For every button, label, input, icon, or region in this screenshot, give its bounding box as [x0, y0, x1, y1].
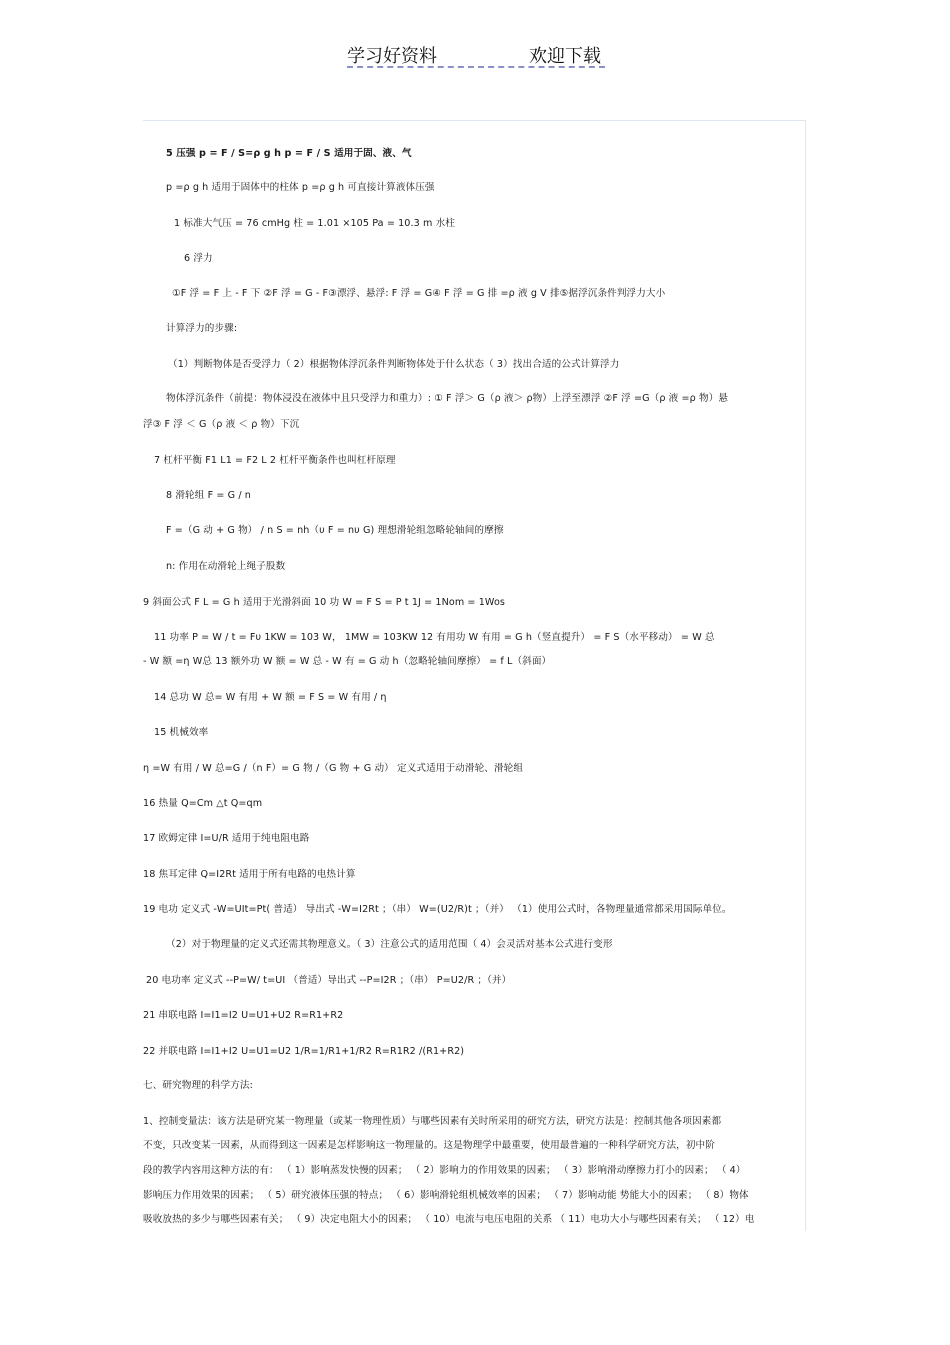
atmospheric-pressure: 1 标准大气压 = 76 cmHg 柱 = 1.01 ×105 Pa = 10.3 m 水柱: [174, 218, 455, 229]
heading-efficiency: 15 机械效率: [154, 727, 209, 738]
heading-buoyancy: 6 浮力: [184, 253, 213, 264]
floating-conditions: 物体浮沉条件（前提：物体浸没在液体中且只受浮力和重力）: ① F 浮＞ G（ρ 液＞ ρ物）上浮至漂浮 ②F 浮 =G（ρ 液 =ρ 物）悬: [166, 393, 729, 404]
content-frame: [143, 120, 806, 1231]
formula-joule: 18 焦耳定律 Q=I2Rt 适用于所有电路的电热计算: [143, 869, 356, 880]
formula-incline-work: 9 斜面公式 F L = G h 适用于光滑斜面 10 功 W = F S = P t 1J = 1Nom = 1Wos: [143, 597, 506, 608]
control-variable-para-3: 段的教学内容用这种方法的有： （ 1）影响蒸发快慢的因素； （ 2）影响力的作用效果的因素； （ 3）影响滑动摩擦力打小的因素； （ 4）: [143, 1165, 746, 1176]
formula-parallel-circuit: 22 并联电路 I=I1+I2 U=U1=U2 1/R=1/R1+1/R2 R=R1R2 /(R1+R2): [143, 1046, 465, 1057]
header-right-title: 欢迎下载: [529, 46, 601, 67]
formula-buoyancy: ①F 浮 = F 上 - F 下 ②F 浮 = G - F③漂浮、悬浮: F 浮 = G④ F 浮 = G 排 =ρ 液 g V 排⑤据浮沉条件判浮力大小: [172, 288, 666, 299]
formula-total-work: 14 总功 W 总= W 有用 + W 额 = F S = W 有用 / η: [154, 692, 387, 703]
control-variable-para-2: 不变，只改变某一因素，从而得到这一因素是怎样影响这一物理量的。这是物理学中最重要，使用最普遍的一种科学研究方法，初中阶: [143, 1140, 715, 1151]
pulley-note: n: 作用在动滑轮上绳子股数: [166, 561, 286, 572]
formula-pulley-detail: F =（G 动 + G 物） / n S = nh（υ F = nυ G) 理想滑轮组忽略轮轴间的摩擦: [166, 525, 504, 536]
formula-efficiency: η =W 有用 / W 总=G /（n F）= G 物 /（G 物 + G 动） 定义式适用于动滑轮、滑轮组: [143, 763, 524, 774]
formula-electric-work: 19 电功 定义式 -W=UIt=Pt( 普适） 导出式 -W=I2Rt ；（串） W=(U2/R)t ；（并） （1）使用公式时，各物理量通常都采用国际单位。: [143, 904, 732, 915]
floating-conditions-cont: 浮③ F 浮 ＜ G（ρ 液 ＜ ρ 物）下沉: [143, 419, 300, 430]
formula-power-useful-work: 11 功率 P = W / t = Fυ 1KW = 103 W， 1MW = 103KW 12 有用功 W 有用 = G h（竖直提升） = F S（水平移动） = W 总: [154, 632, 715, 643]
electric-work-notes: （2）对于物理量的定义式还需其物理意义。（ 3）注意公式的适用范围（ 4）会灵活对基本公式进行变形: [166, 939, 613, 950]
formula-electric-power: 20 电功率 定义式 --P=W/ t=UI （普适）导出式 --P=I2R ；（串） P=U2/R ；（并）: [146, 975, 512, 986]
buoyancy-steps-title: 计算浮力的步骤:: [166, 323, 238, 334]
control-variable-para-5: 吸收放热的多少与哪些因素有关； （ 9）决定电阻大小的因素； （ 10）电流与电压电阻的关系 （ 11）电功大小与哪些因素有关； （ 12）电: [143, 1214, 755, 1225]
heading-scientific-methods: 七、研究物理的科学方法:: [143, 1080, 253, 1091]
formula-liquid-pressure: p =ρ g h 适用于固体中的柱体 p =ρ g h 可直接计算液体压强: [166, 182, 435, 193]
control-variable-para-4: 影响压力作用效果的因素； （ 5）研究液体压强的特点； （ 6）影响滑轮组机械效率的因素； （ 7）影响动能 势能大小的因素； （ 8）物体: [143, 1190, 749, 1201]
formula-heat: 16 热量 Q=Cm △t Q=qm: [143, 798, 263, 809]
formula-ohm: 17 欧姆定律 I=U/R 适用于纯电阻电路: [143, 833, 310, 844]
formula-series-circuit: 21 串联电路 I=I1=I2 U=U1+U2 R=R1+R2: [143, 1010, 344, 1021]
control-variable-para-1: 1、控制变量法：该方法是研究某一物理量（或某一物理性质）与哪些因素有关时所采用的研究方法，研究方法是：控制其他各项因素都: [143, 1116, 722, 1127]
formula-extra-work: - W 额 =η W总 13 额外功 W 额 = W 总 - W 有 = G 动 h（忽略轮轴间摩擦） = f L（斜面）: [143, 656, 552, 667]
header-left-title: 学习好资料: [347, 46, 437, 67]
formula-pulley: 8 滑轮组 F = G / n: [166, 490, 251, 501]
page-header: [347, 40, 605, 68]
formula-pressure: 5 压强 p = F / S=ρ g h p = F / S 适用于固、液、气: [166, 148, 412, 159]
buoyancy-steps: （1）判断物体是否受浮力（ 2）根据物体浮沉条件判断物体处于什么状态（ 3）找出合适的公式计算浮力: [168, 359, 620, 370]
formula-lever: 7 杠杆平衡 F1 L1 = F2 L 2 杠杆平衡条件也叫杠杆原理: [154, 455, 396, 466]
